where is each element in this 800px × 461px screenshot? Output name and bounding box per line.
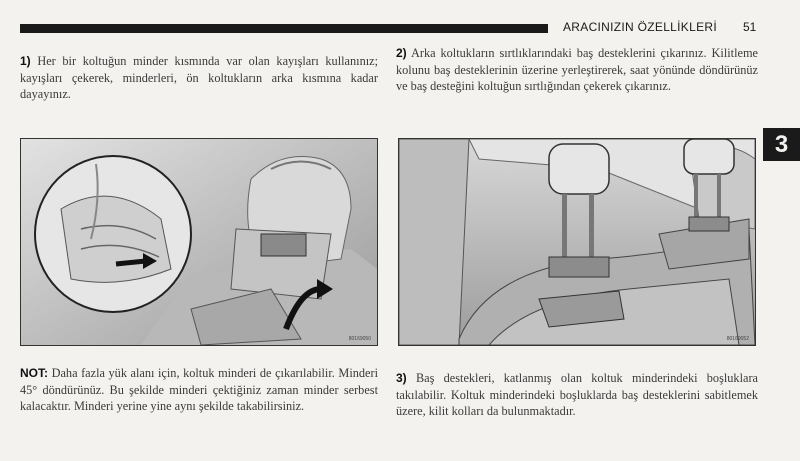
instruction-step-1 [20,53,378,103]
chapter-tab: 3 [763,128,800,161]
page-number: 51 [743,20,757,34]
step-text: Her bir koltuğun minder kısmında var olan kayışları kullanınız; kayışları çekerek, minderleri, ön koltukların arka kısmına kadar dayayınız. [20,54,379,101]
headrest-illustration [398,138,756,346]
step-number: 1) [20,54,31,68]
figure-code: 80169052 [726,336,749,342]
instruction-step-2 [396,45,758,95]
step-number: 3) [396,371,407,385]
seat-cushion-illustration [20,138,378,346]
figure-code: 80169050 [348,336,371,342]
note-text: Daha fazla yük alanı için, koltuk minderi de çıkarılabilir. Minderi 45° döndürünüz. Bu şekilde minderi çektiğiniz zaman minder serbest kalacaktır. Minderi yerine yine aynı şekilde takabilirsiniz. [20,366,379,413]
note-label: NOT: [20,366,48,380]
note-paragraph [20,365,378,415]
section-title: ARACINIZIN ÖZELLİKLERİ [563,20,717,34]
step-text: Baş destekleri, katlanmış olan koltuk minderindeki boşluklara takılabilir. Koltuk minderindeki boşluklarda baş desteklerini sabitlemek üzere, kilit kolları da bulunmaktadır. [396,371,759,418]
step-number: 2) [396,46,407,60]
step-text: Arka koltukların sırtlıklarındaki baş desteklerini çıkarınız. Kilitleme kolunu baş desteklerinin üzerine yerleştirerek, saat yönünde döndürünüz ve baş desteğini koltuğun sırtlığından çekerek çıkarınız. [396,46,758,93]
instruction-step-3 [396,370,758,420]
header-rule [20,24,548,33]
